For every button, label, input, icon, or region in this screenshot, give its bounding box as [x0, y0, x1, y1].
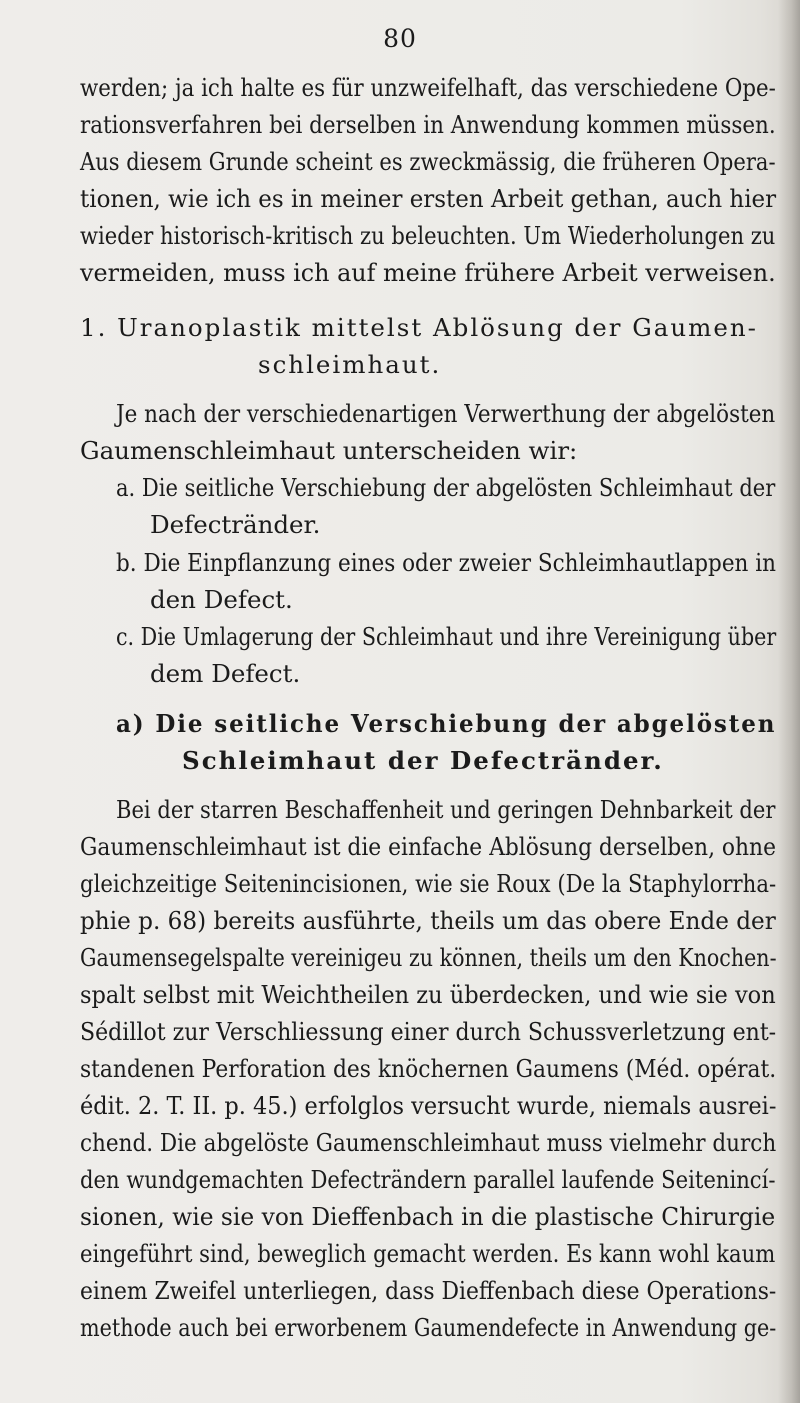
- text-line: Gaumenschleimhaut ist die einfache Ablösung derselben, ohne: [80, 832, 776, 861]
- text-line: phie p. 68) bereits ausführte, theils um das obere Ende der: [80, 906, 776, 935]
- list-item: den Defect.: [150, 585, 293, 614]
- text-line: rationsverfahren bei derselben in Anwendung kommen müssen.: [80, 110, 776, 139]
- text-line: eingeführt sind, beweglich gemacht werden. Es kann wohl kaum: [80, 1239, 776, 1268]
- list-item: Defectränder.: [150, 510, 321, 539]
- text-line: Sédillot zur Verschliessung einer durch Schussverletzung ent-: [80, 1017, 777, 1046]
- list-item: a. Die seitliche Verschiebung der abgelösten Schleimhaut der: [116, 473, 776, 502]
- page-gutter-shadow: [778, 0, 800, 1403]
- text-line: wieder historisch-kritisch zu beleuchten. Um Wiederholungen zu: [80, 221, 776, 250]
- text-line: vermeiden, muss ich auf meine frühere Arbeit verweisen.: [80, 258, 776, 287]
- text-line: tionen, wie ich es in meiner ersten Arbeit gethan, auch hier: [80, 184, 777, 213]
- list-item: c. Die Umlagerung der Schleimhaut und ihre Vereinigung über: [116, 622, 777, 651]
- text-line: gleichzeitige Seitenincisionen, wie sie Roux (De la Staphylorrha-: [80, 869, 777, 898]
- subsection-heading: Schleimhaut der Defectränder.: [182, 746, 664, 775]
- text-line: den wundgemachten Defecträndern parallel laufende Seitenincí-: [80, 1165, 776, 1194]
- text-line: werden; ja ich halte es für unzweifelhaft, das verschiedene Ope-: [80, 73, 776, 102]
- text-line: methode auch bei erworbenem Gaumendefecte in Anwendung ge-: [80, 1313, 777, 1342]
- text-line: einem Zweifel unterliegen, dass Dieffenbach diese Operations-: [80, 1276, 777, 1305]
- text-line: standenen Perforation des knöchernen Gaumens (Méd. opérat.: [80, 1054, 777, 1083]
- text-line: Je nach der verschiedenartigen Verwerthung der abgelösten: [116, 399, 776, 428]
- text-line: spalt selbst mit Weichtheilen zu überdecken, und wie sie von: [80, 980, 776, 1009]
- list-item: b. Die Einpflanzung eines oder zweier Schleimhautlappen in: [116, 548, 776, 577]
- section-heading: 1. Uranoplastik mittelst Ablösung der Gaumen-: [80, 313, 758, 342]
- list-item: dem Defect.: [150, 659, 301, 688]
- text-line: Gaumenschleimhaut unterscheiden wir:: [80, 436, 578, 465]
- text-line: sionen, wie sie von Dieffenbach in die plastische Chirurgie: [80, 1202, 776, 1231]
- text-line: Bei der starren Beschaffenheit und geringen Dehnbarkeit der: [116, 795, 776, 824]
- text-line: Gaumensegelspalte vereinigeu zu können, theils um den Knochen-: [80, 943, 777, 972]
- text-line: édit. 2. T. II. p. 45.) erfolglos versucht wurde, niemals ausrei-: [80, 1091, 777, 1120]
- text-line: Aus diesem Grunde scheint es zweckmässig, die früheren Opera-: [80, 147, 776, 176]
- subsection-heading: a) Die seitliche Verschiebung der abgelösten: [116, 709, 777, 738]
- section-heading: schleimhaut.: [258, 350, 442, 379]
- page-number: 80: [383, 24, 417, 53]
- text-line: chend. Die abgelöste Gaumenschleimhaut muss vielmehr durch: [80, 1128, 777, 1157]
